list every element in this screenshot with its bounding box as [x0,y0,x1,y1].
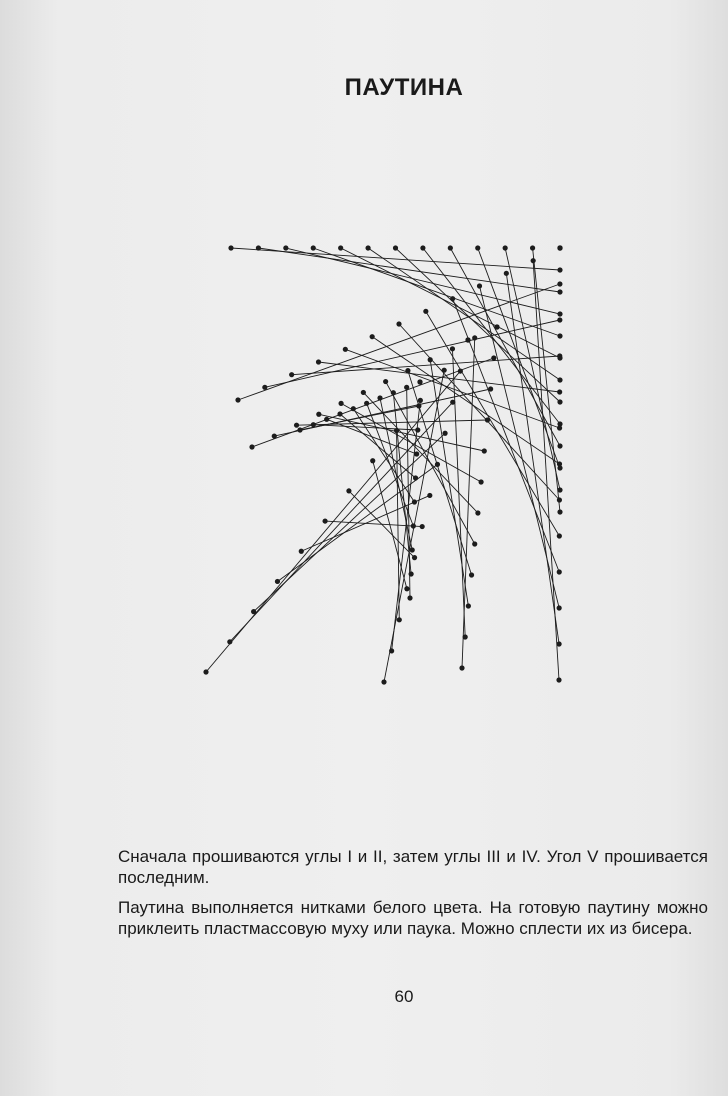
web-pin [557,569,562,574]
web-pin [503,245,508,250]
web-pin [557,399,562,404]
web-pin [556,641,561,646]
web-pin [472,541,477,546]
web-pin [337,411,342,416]
web-thread [313,425,417,430]
web-pin [557,267,562,272]
web-thread [265,320,560,387]
paragraph-2: Паутина выполняется нитками белого цвета. На готовую паутину можно приклеить пластмассовую муху или паука. Можно сплести их из бисера. [118,898,708,938]
web-thread [300,406,419,430]
web-pin [491,355,496,360]
web-pin [442,368,447,373]
web-pin [450,400,455,405]
web-pin [485,417,490,422]
paragraph-1: Сначала прошиваются углы I и II, затем углы III и IV. Угол V прошивается последним. [118,847,708,887]
web-thread [252,358,494,447]
web-pin [435,462,440,467]
web-thread [341,403,481,482]
web-thread [345,349,559,428]
web-pin [463,634,468,639]
web-pin [458,368,463,373]
web-pin [557,509,562,514]
web-pin [389,648,394,653]
web-thread [327,419,417,454]
web-pin [428,357,433,362]
web-pin [450,346,455,351]
web-pin [272,433,277,438]
web-pin [397,617,402,622]
web-pin [407,595,412,600]
web-pin [530,245,535,250]
web-pin [405,368,410,373]
web-pin [557,353,562,358]
web-thread [478,248,560,468]
web-pin [465,337,470,342]
web-pin [442,431,447,436]
web-pin [557,317,562,322]
web-pin [297,427,302,432]
web-pin [256,245,261,250]
web-thread [399,324,559,500]
web-pin [311,422,316,427]
web-pin [381,679,386,684]
web-pin [494,324,499,329]
web-pin [316,412,321,417]
web-pin [477,283,482,288]
web-pin [557,245,562,250]
web-pin [414,451,419,456]
web-pin [235,397,240,402]
web-pin [557,605,562,610]
body-text [118,846,708,948]
web-pin [377,395,382,400]
web-pin [469,572,474,577]
web-pin [475,245,480,250]
web-thread [230,402,453,642]
page-number: 60 [394,987,414,1006]
web-pin [557,377,562,382]
web-pin [370,458,375,463]
web-pin [322,518,327,523]
web-pin [557,487,562,492]
web-pin [504,271,509,276]
web-pin [412,555,417,560]
page-title: ПАУТИНА [344,74,464,101]
web-pin [338,401,343,406]
web-pin [203,669,208,674]
web-thread [372,337,559,464]
web-pin [391,390,396,395]
web-pin [557,461,562,466]
web-pin [404,385,409,390]
web-pin [361,390,366,395]
web-pin [311,245,316,250]
web-pin [557,281,562,286]
web-pin [557,425,562,430]
web-pin [343,347,348,352]
web-pin [396,321,401,326]
web-pins [203,245,562,684]
web-pin [423,309,428,314]
web-pin [410,547,415,552]
web-pin [364,401,369,406]
web-pin [227,639,232,644]
web-pin [420,245,425,250]
web-pin [556,677,561,682]
web-thread [258,248,560,292]
web-pin [557,533,562,538]
web-pin [475,510,480,515]
web-pin [427,493,432,498]
web-pin [488,386,493,391]
web-pin [557,333,562,338]
web-pin [450,296,455,301]
web-pin [482,448,487,453]
web-pin [262,385,267,390]
web-pin [415,427,420,432]
web-pin [346,488,351,493]
web-pin [416,403,421,408]
web-pin [351,406,356,411]
web-threads [206,248,560,682]
web-pin [338,245,343,250]
web-pin [404,586,409,591]
web-pin [251,609,256,614]
web-thread [206,371,460,672]
web-pin [283,245,288,250]
web-thread [277,464,437,581]
web-pin [420,524,425,529]
web-pin [324,417,329,422]
web-pin [417,379,422,384]
web-pin [383,379,388,384]
web-pin [478,479,483,484]
web-pin [459,665,464,670]
web-pin [557,497,562,502]
web-pin [275,579,280,584]
web-pin [531,258,536,263]
web-pin [557,289,562,294]
web-thread [450,248,560,446]
web-pin [413,475,418,480]
web-pin [228,245,233,250]
web-pin [466,603,471,608]
web-pin [418,398,423,403]
web-pin [472,335,477,340]
web-pin [409,571,414,576]
web-pin [411,523,416,528]
web-pin [557,389,562,394]
web-pin [412,499,417,504]
web-pin [557,443,562,448]
web-pin [394,428,399,433]
web-pin [393,245,398,250]
web-pin [370,334,375,339]
web-pin [316,359,321,364]
web-pin [249,444,254,449]
web-pin [294,423,299,428]
web-thread [319,414,484,451]
web-pin [365,245,370,250]
web-pin [289,372,294,377]
web-pin [557,311,562,316]
web-pin [448,245,453,250]
web-pin [299,549,304,554]
